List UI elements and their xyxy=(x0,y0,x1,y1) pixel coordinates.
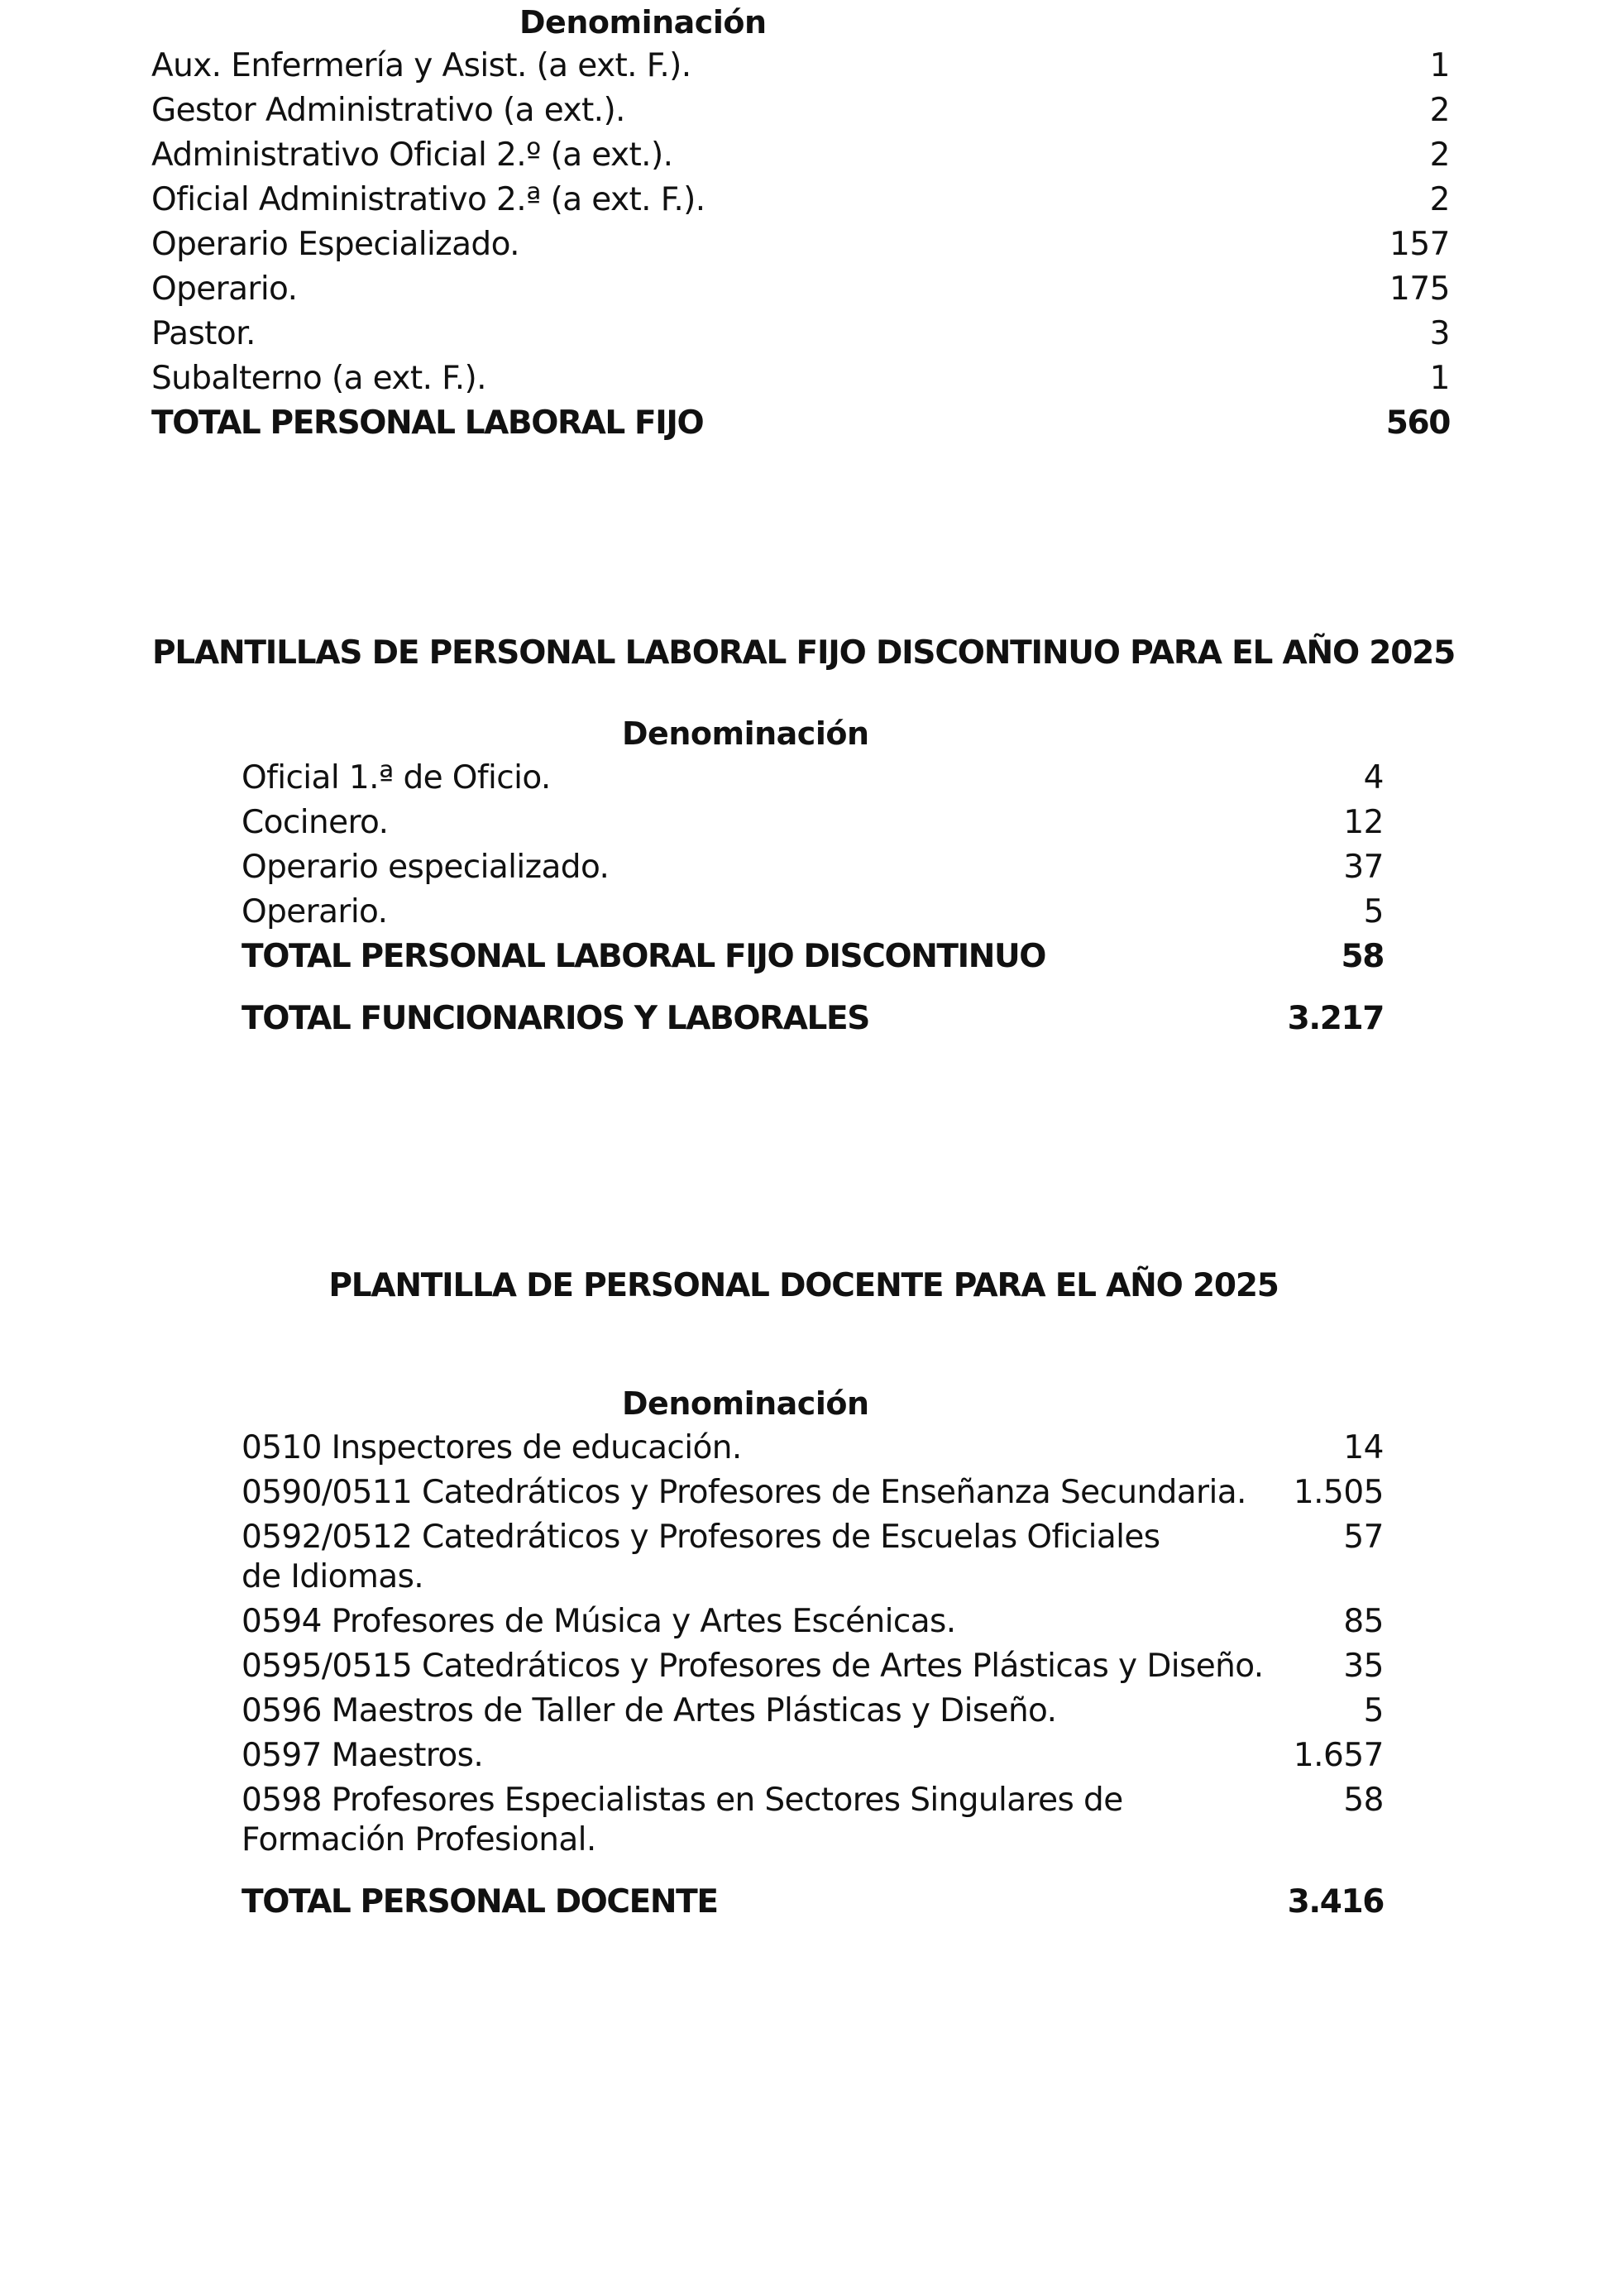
table-row xyxy=(151,88,1450,133)
section3-title: PLANTILLA DE PERSONAL DOCENTE PARA EL AÑO 2025 xyxy=(328,1267,1279,1304)
total-row xyxy=(151,401,1450,446)
table-row xyxy=(242,1644,1384,1689)
row-name: Gestor Administrativo (a ext.). xyxy=(151,92,625,129)
table-row xyxy=(242,1515,1384,1600)
table-row xyxy=(242,1734,1384,1778)
row-name: Operario especializado. xyxy=(242,849,610,886)
row-name: 0592/0512 Catedráticos y Profesores de Escuelas Oficiales de Idiomas. xyxy=(242,1519,1160,1595)
row-value: 85 xyxy=(1343,1603,1384,1640)
row-value: 58 xyxy=(1343,1782,1384,1819)
table-row xyxy=(242,890,1384,935)
table-row xyxy=(242,1426,1384,1471)
table-row xyxy=(151,44,1450,88)
section3-table xyxy=(242,1426,1384,1925)
row-value: 37 xyxy=(1343,849,1384,886)
row-value: 2 xyxy=(1429,181,1450,218)
table-row xyxy=(242,845,1384,890)
row-value: 1 xyxy=(1429,47,1450,84)
row-name: 0594 Profesores de Música y Artes Escénicas. xyxy=(242,1603,956,1640)
row-name: Subalterno (a ext. F.). xyxy=(151,360,486,397)
table-row xyxy=(151,133,1450,178)
row-value: 14 xyxy=(1343,1429,1384,1466)
row-value: 157 xyxy=(1389,226,1450,263)
row-value: 1.505 xyxy=(1293,1474,1384,1511)
table-row xyxy=(242,1689,1384,1734)
total-row xyxy=(242,935,1384,979)
row-value: 12 xyxy=(1343,804,1384,841)
row-value: 5 xyxy=(1363,893,1384,930)
table-row xyxy=(151,267,1450,312)
row-value: 1 xyxy=(1429,360,1450,397)
total-row xyxy=(242,1880,1384,1925)
row-name: Operario Especializado. xyxy=(151,226,519,263)
row-name: Cocinero. xyxy=(242,804,389,841)
section2-title: PLANTILLAS DE PERSONAL LABORAL FIJO DISCONTINUO PARA EL AÑO 2025 xyxy=(151,634,1456,672)
section2-column-header: Denominación xyxy=(622,715,869,752)
row-name: Operario. xyxy=(151,270,298,308)
total-label: TOTAL PERSONAL LABORAL FIJO xyxy=(151,404,704,442)
row-name: 0510 Inspectores de educación. xyxy=(242,1429,742,1466)
row-value: 4 xyxy=(1363,759,1384,796)
row-name: Operario. xyxy=(242,893,388,930)
grand-total-label: TOTAL FUNCIONARIOS Y LABORALES xyxy=(242,1000,869,1037)
total-value: 560 xyxy=(1385,404,1450,442)
row-name: Aux. Enfermería y Asist. (a ext. F.). xyxy=(151,47,691,84)
row-value: 3 xyxy=(1429,315,1450,352)
row-value: 2 xyxy=(1429,136,1450,174)
table-row xyxy=(242,756,1384,801)
row-name: Pastor. xyxy=(151,315,256,352)
total-value: 3.416 xyxy=(1287,1883,1384,1921)
table-row xyxy=(242,1778,1384,1863)
section1-table xyxy=(151,44,1450,446)
row-value: 1.657 xyxy=(1293,1737,1384,1774)
section3-column-header: Denominación xyxy=(622,1385,869,1422)
grand-total-row xyxy=(242,997,1384,1041)
table-row xyxy=(151,222,1450,267)
row-value: 175 xyxy=(1389,270,1450,308)
table-row xyxy=(242,1600,1384,1644)
table-row xyxy=(151,178,1450,222)
row-value: 5 xyxy=(1363,1692,1384,1729)
row-name: 0595/0515 Catedráticos y Profesores de Artes Plásticas y Diseño. xyxy=(242,1648,1264,1685)
row-name: 0596 Maestros de Taller de Artes Plásticas y Diseño. xyxy=(242,1692,1057,1729)
grand-total-value: 3.217 xyxy=(1287,1000,1384,1037)
row-name: 0598 Profesores Especialistas en Sectores Singulares de Formación Profesional. xyxy=(242,1782,1123,1858)
row-value: 35 xyxy=(1343,1648,1384,1685)
row-name: 0590/0511 Catedráticos y Profesores de Enseñanza Secundaria. xyxy=(242,1474,1246,1511)
total-label: TOTAL PERSONAL LABORAL FIJO DISCONTINUO xyxy=(242,938,1046,975)
total-value: 58 xyxy=(1341,938,1384,975)
row-value: 57 xyxy=(1343,1519,1384,1556)
row-name: Oficial 1.ª de Oficio. xyxy=(242,759,551,796)
row-name: Oficial Administrativo 2.ª (a ext. F.). xyxy=(151,181,705,218)
table-row xyxy=(242,801,1384,845)
table-row xyxy=(151,356,1450,401)
section2-table xyxy=(242,756,1384,1041)
row-value: 2 xyxy=(1429,92,1450,129)
table-row xyxy=(151,312,1450,356)
table-row xyxy=(242,1471,1384,1515)
row-name: Administrativo Oficial 2.º (a ext.). xyxy=(151,136,673,174)
total-label: TOTAL PERSONAL DOCENTE xyxy=(242,1883,718,1921)
row-name: 0597 Maestros. xyxy=(242,1737,484,1774)
section1-column-header: Denominación xyxy=(519,4,767,41)
